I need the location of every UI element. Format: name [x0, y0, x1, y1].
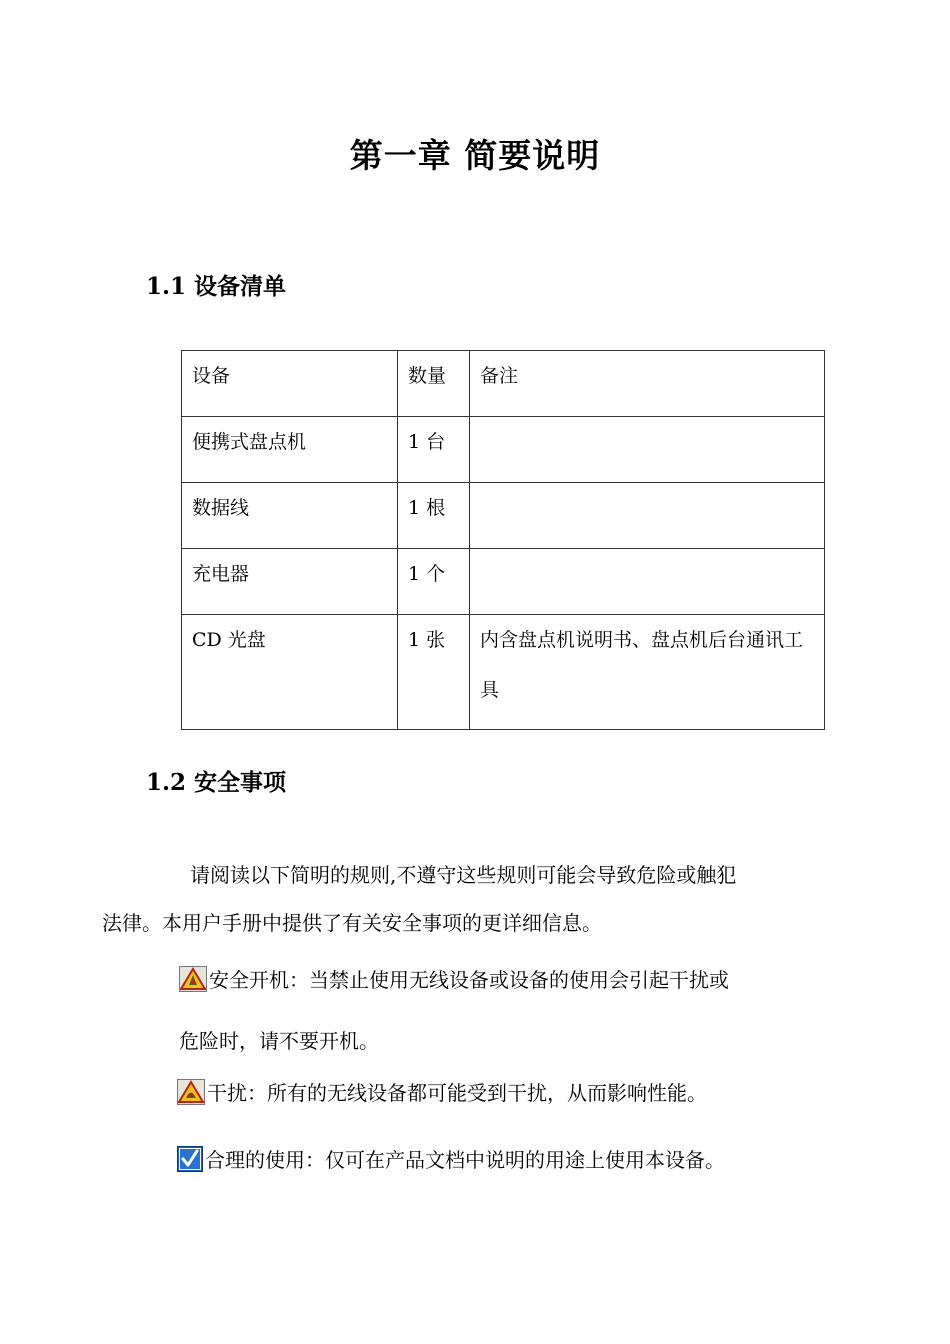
safety-item-text: 干扰：所有的无线设备都可能受到干扰，从而影响性能。 [207, 1081, 707, 1105]
table-cell [470, 549, 825, 615]
chapter-title: 第一章 简要说明 [349, 136, 601, 175]
table-header-cell: 备注 [470, 351, 825, 417]
section-heading-equipment-list: 1.1 设备清单 [146, 273, 287, 300]
table-cell: 1 个 [398, 549, 470, 615]
table-cell: 内含盘点机说明书、盘点机后台通讯工具 [470, 615, 825, 730]
table-header-cell: 设备 [182, 351, 398, 417]
checkbox-icon [177, 1146, 203, 1172]
table-cell: 1 台 [398, 417, 470, 483]
intro-line-2: 法律。本用户手册中提供了有关安全事项的更详细信息。 [102, 911, 602, 935]
table-cell [470, 417, 825, 483]
table-header-row [182, 351, 825, 417]
table-cell: 便携式盘点机 [182, 417, 398, 483]
intro-line-1: 请阅读以下简明的规则,不遵守这些规则可能会导致危险或触犯 [190, 863, 737, 887]
table-row [182, 483, 825, 549]
equipment-table [181, 350, 825, 730]
table-row [182, 615, 825, 730]
warning-icon [179, 966, 207, 992]
safety-intro-paragraph [102, 851, 826, 947]
table-cell: 1 张 [398, 615, 470, 730]
safety-item-safe-startup [179, 964, 729, 993]
table-row [182, 549, 825, 615]
table-cell [470, 483, 825, 549]
safety-item-text: 合理的使用：仅可在产品文档中说明的用途上使用本设备。 [205, 1148, 725, 1172]
table-header-cell: 数量 [398, 351, 470, 417]
safety-item-proper-use [177, 1144, 725, 1173]
section-heading-safety: 1.2 安全事项 [146, 769, 287, 796]
warning-icon [177, 1079, 205, 1105]
table-cell: CD 光盘 [182, 615, 398, 730]
safety-item-interference [177, 1077, 707, 1106]
table-cell: 数据线 [182, 483, 398, 549]
table-cell: 1 根 [398, 483, 470, 549]
table-cell: 充电器 [182, 549, 398, 615]
table-row [182, 417, 825, 483]
safety-item-text: 安全开机：当禁止使用无线设备或设备的使用会引起干扰或 [209, 968, 729, 992]
safety-item-text-continued: 危险时，请不要开机。 [179, 1029, 379, 1053]
